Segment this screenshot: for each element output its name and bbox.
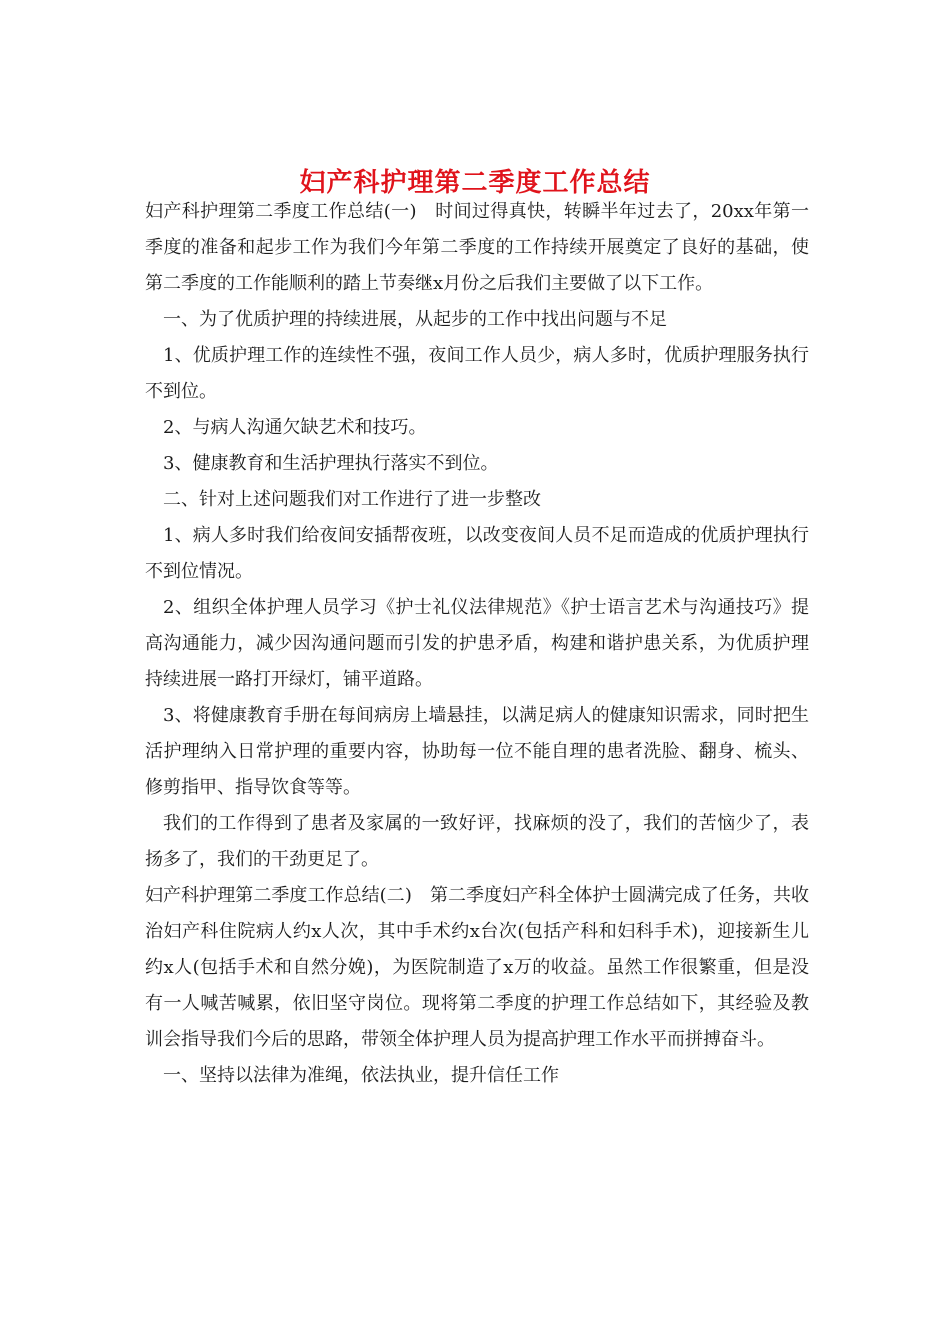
paragraph-9: 3、将健康教育手册在每间病房上墙悬挂，以满足病人的健康知识需求，同时把生活护理纳入日常护理的重要内容，协助每一位不能自理的患者洗脸、翻身、梳头、修剪指甲、指导饮食等等。 bbox=[145, 705, 809, 798]
paragraph-12: 一、坚持以法律为准绳，依法执业，提升信任工作 bbox=[163, 1065, 559, 1086]
paragraph-8: 2、组织全体护理人员学习《护士礼仪法律规范》《护士语言艺术与沟通技巧》提高沟通能力，减少因沟通问题而引发的护患矛盾，构建和谐护患关系，为优质护理持续进展一路打开绿灯，铺平道路。 bbox=[145, 597, 809, 690]
paragraph-7: 1、病人多时我们给夜间安插帮夜班，以改变夜间人员不足而造成的优质护理执行不到位情况。 bbox=[145, 525, 809, 582]
document-body bbox=[145, 194, 809, 1094]
paragraph-3: 1、优质护理工作的连续性不强，夜间工作人员少，病人多时，优质护理服务执行不到位。 bbox=[145, 345, 809, 402]
paragraph-5: 3、健康教育和生活护理执行落实不到位。 bbox=[163, 453, 499, 474]
document-title: 妇产科护理第二季度工作总结 bbox=[299, 168, 651, 199]
paragraph-10: 我们的工作得到了患者及家属的一致好评，找麻烦的没了，我们的苦恼少了，表扬多了，我们的干劲更足了。 bbox=[145, 813, 809, 870]
paragraph-11: 妇产科护理第二季度工作总结(二) 第二季度妇产科全体护士圆满完成了任务，共收治妇产科住院病人约x人次，其中手术约x台次(包括产科和妇科手术)，迎接新生儿约x人(包括手术和自然分娩)，为医院制造了x万的收益。虽然工作很繁重，但是没有一人喊苦喊累，依旧坚守岗位。现将第二季度的护理工作总结如下，其经验及教训会指导我们今后的思路，带领全体护理人员为提高护理工作水平而拼搏奋斗。 bbox=[145, 885, 809, 1050]
paragraph-1: 妇产科护理第二季度工作总结(一) 时间过得真快，转瞬半年过去了，20xx年第一季度的准备和起步工作为我们今年第二季度的工作持续开展奠定了良好的基础，使第二季度的工作能顺利的踏上节奏继x月份之后我们主要做了以下工作。 bbox=[145, 201, 809, 294]
paragraph-4: 2、与病人沟通欠缺艺术和技巧。 bbox=[163, 417, 427, 438]
paragraph-2: 一、为了优质护理的持续进展，从起步的工作中找出问题与不足 bbox=[163, 309, 667, 330]
paragraph-6: 二、针对上述问题我们对工作进行了进一步整改 bbox=[163, 489, 541, 510]
